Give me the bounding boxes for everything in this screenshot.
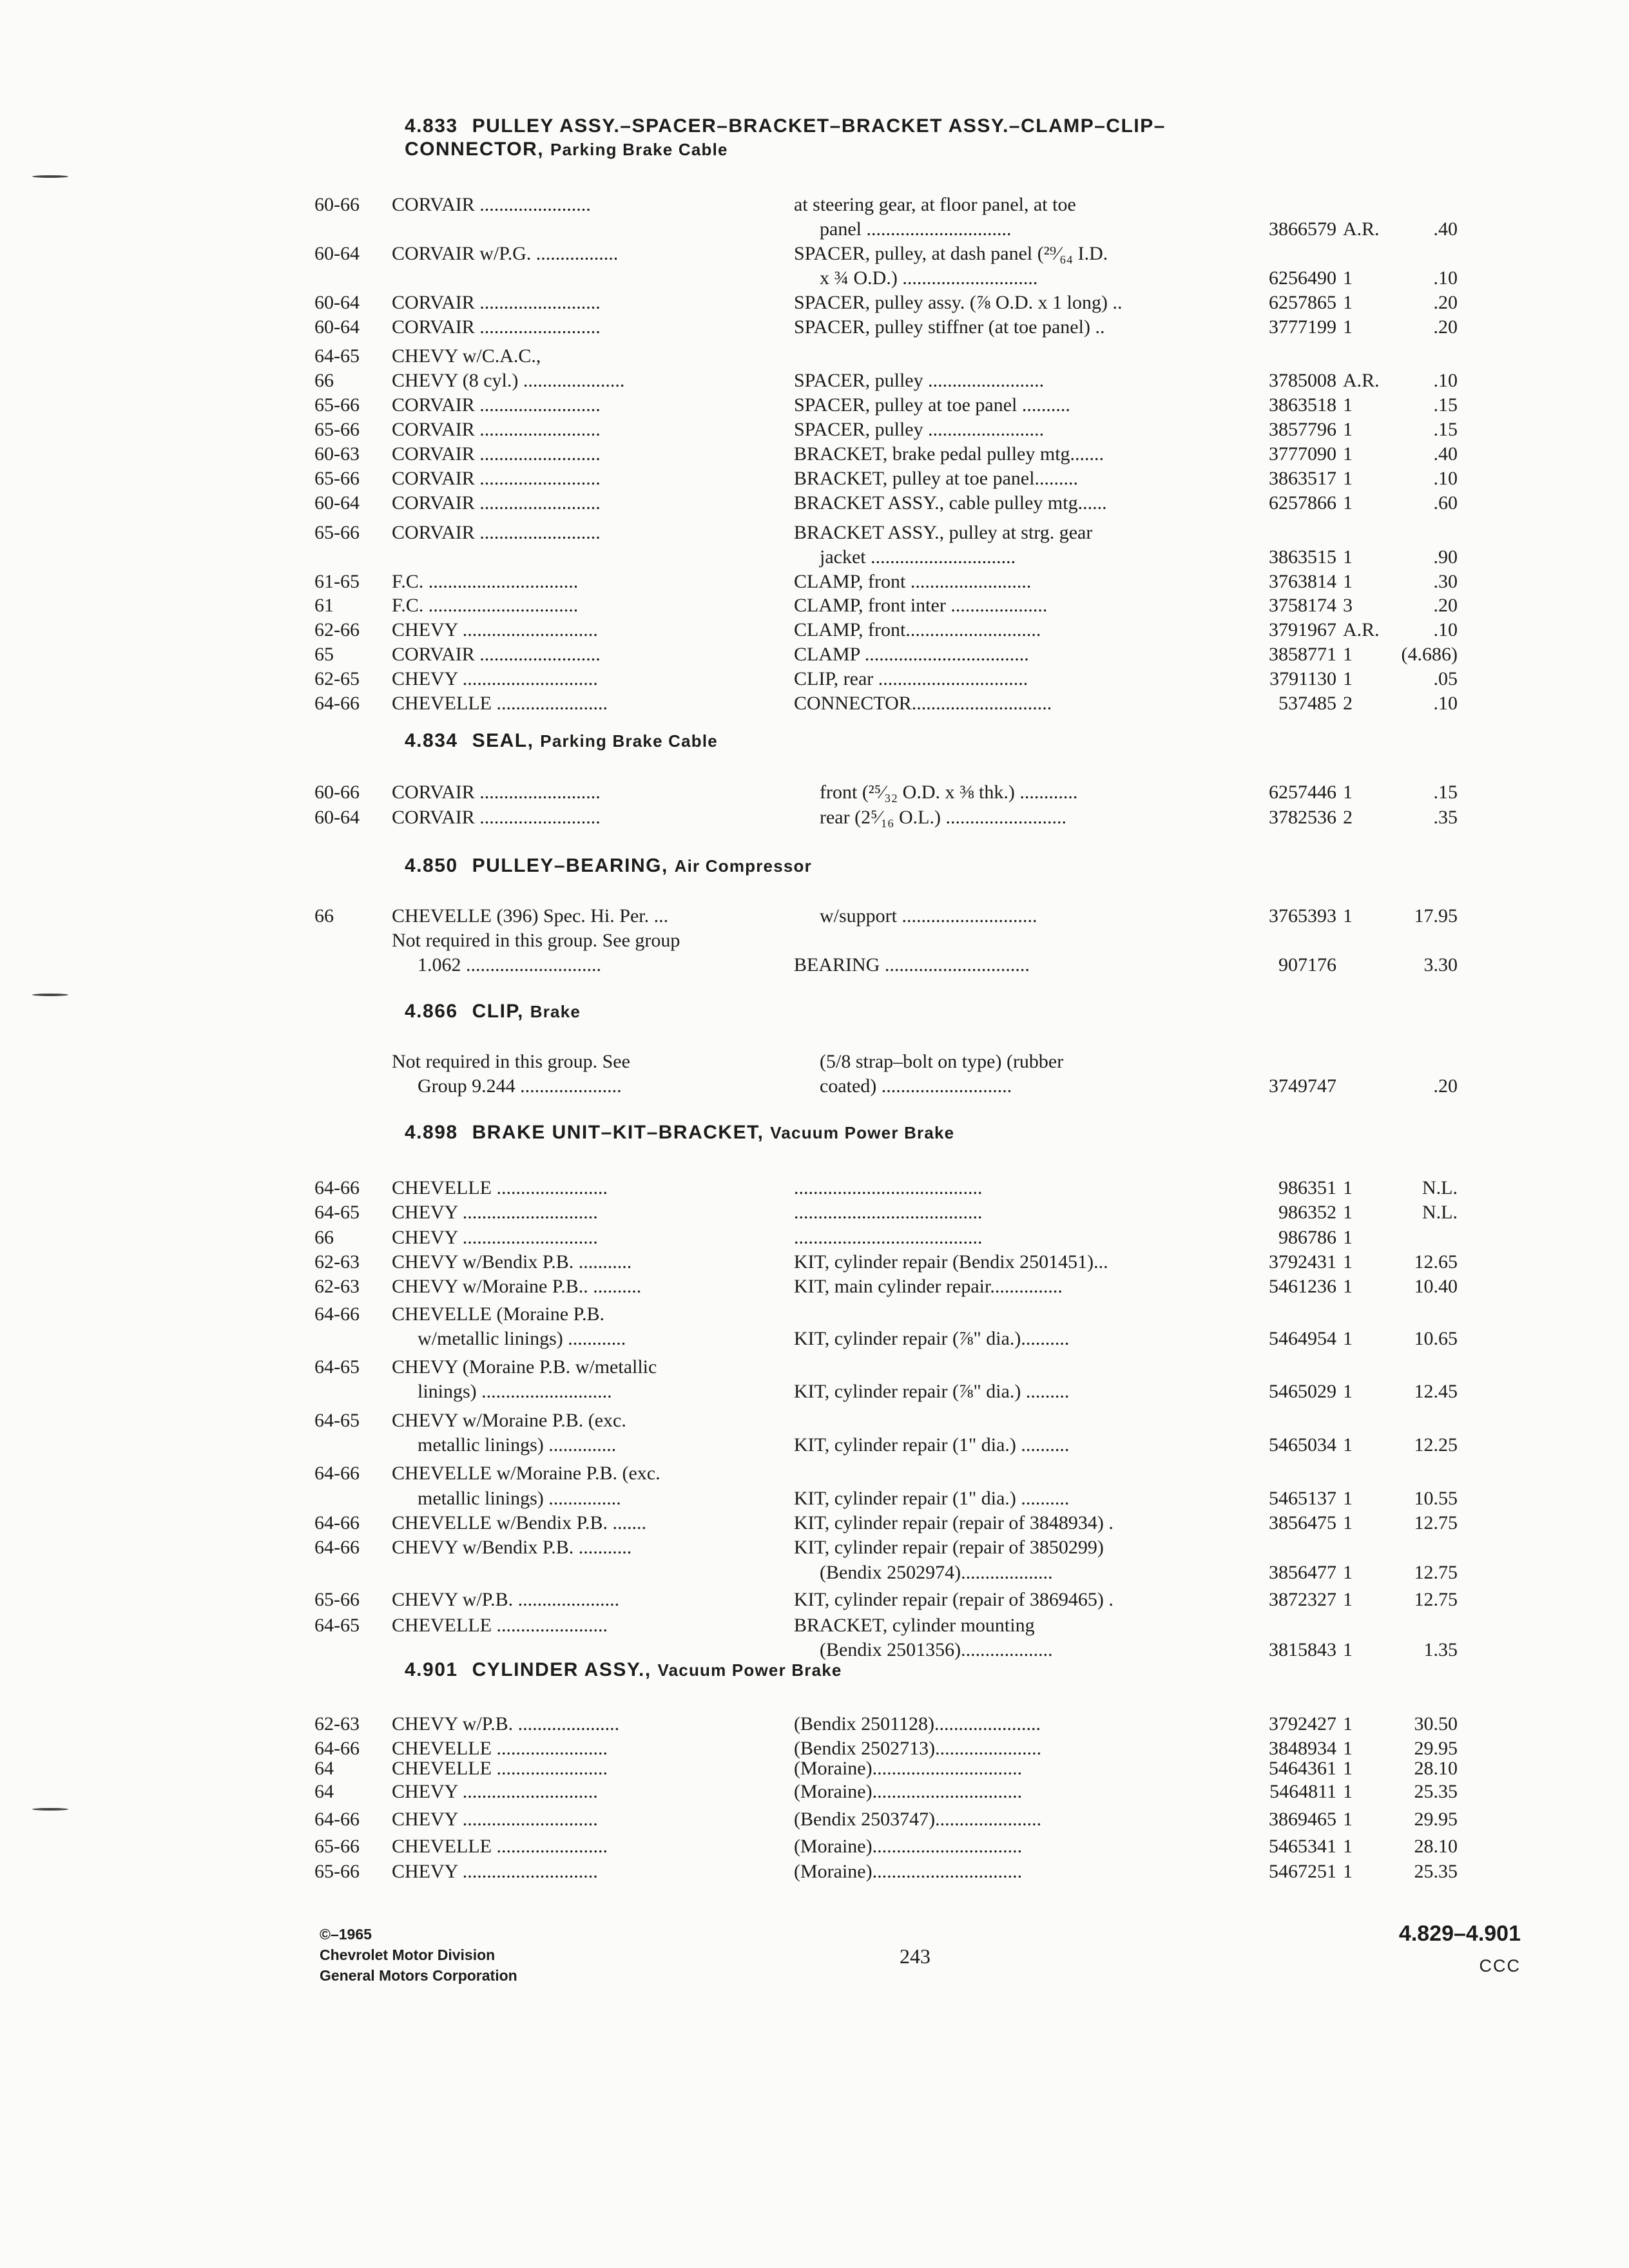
model-cell: CORVAIR ......................... — [392, 644, 601, 665]
description-cell: (Bendix 2502713)...................... — [794, 1738, 1042, 1759]
part-number: 5464811 — [1269, 1781, 1336, 1802]
description-cell: KIT, main cylinder repair............... — [794, 1276, 1063, 1297]
model-cell: linings) ........................... — [418, 1381, 612, 1402]
price: .20 — [1433, 595, 1458, 616]
price: .20 — [1433, 316, 1458, 338]
section-header — [405, 729, 1487, 753]
description-cell: SPACER, pulley, at dash panel (²⁹⁄₆₄ I.D. — [794, 243, 1108, 264]
part-number: 3863515 — [1269, 546, 1336, 568]
quantity: 1 — [1343, 1758, 1353, 1779]
description-cell: SPACER, pulley assy. (⅞ O.D. x 1 long) .. — [794, 292, 1123, 313]
part-number: 6256490 — [1269, 267, 1336, 289]
part-number: 986351 — [1278, 1177, 1336, 1198]
description-cell: ....................................... — [794, 1202, 983, 1223]
price: .20 — [1433, 1075, 1458, 1097]
description-cell: panel .............................. — [820, 218, 1012, 240]
description-cell: KIT, cylinder repair (repair of 3869465) . — [794, 1589, 1113, 1610]
model-cell: CORVAIR ....................... — [392, 194, 591, 215]
description-cell: (Bendix 2503747)...................... — [794, 1809, 1042, 1830]
year-range: 62-63 — [314, 1251, 360, 1273]
description-cell: CLAMP, front ......................... — [794, 571, 1032, 592]
model-cell: CHEVELLE ....................... — [392, 1177, 608, 1198]
model-cell: CHEVY w/Moraine P.B.. .......... — [392, 1276, 642, 1297]
description-cell: KIT, cylinder repair (1" dia.) .......... — [794, 1434, 1070, 1456]
quantity: 1 — [1343, 1781, 1353, 1802]
margin-mark — [32, 1808, 68, 1811]
model-cell: CORVAIR ......................... — [392, 443, 601, 465]
section-number: 4.898 — [405, 1122, 458, 1143]
price: 1.35 — [1423, 1639, 1458, 1660]
year-range: 64 — [314, 1781, 334, 1802]
model-cell: CORVAIR ......................... — [392, 492, 601, 514]
model-cell: CORVAIR ......................... — [392, 782, 601, 803]
section-number: 4.834 — [405, 730, 458, 751]
description-cell: at steering gear, at floor panel, at toe — [794, 194, 1076, 215]
part-number: 3857796 — [1269, 419, 1336, 440]
part-number: 3863518 — [1269, 394, 1336, 416]
description-cell: (Moraine)............................... — [794, 1781, 1023, 1802]
description-cell: CLAMP .................................. — [794, 644, 1029, 665]
margin-mark — [32, 175, 68, 178]
part-number: 986352 — [1278, 1202, 1336, 1223]
model-cell: CORVAIR ......................... — [392, 522, 601, 543]
year-range: 64-66 — [314, 1738, 360, 1759]
part-number: 5465341 — [1269, 1836, 1336, 1857]
quantity: 1 — [1343, 316, 1353, 338]
price: .20 — [1433, 292, 1458, 313]
section-subtitle: Parking Brake Cable — [550, 140, 728, 159]
section-number: 4.850 — [405, 855, 458, 876]
model-cell: CHEVELLE ....................... — [392, 1738, 608, 1759]
model-cell: CHEVY (8 cyl.) ..................... — [392, 370, 625, 391]
year-range: 65-66 — [314, 522, 360, 543]
section-title: SEAL, — [472, 730, 534, 751]
year-range: 61 — [314, 595, 334, 616]
year-range: 60-64 — [314, 292, 360, 313]
price: 28.10 — [1414, 1758, 1458, 1779]
division-name: Chevrolet Motor Division — [320, 1946, 496, 1963]
part-number: 3856477 — [1269, 1562, 1336, 1583]
price: 10.55 — [1414, 1488, 1458, 1509]
section-number: 4.901 — [405, 1659, 458, 1680]
section-subtitle: Vacuum Power Brake — [770, 1123, 955, 1142]
part-number: 6257446 — [1269, 782, 1336, 803]
price: .15 — [1433, 394, 1458, 416]
year-range: 66 — [314, 370, 334, 391]
quantity: 1 — [1343, 1512, 1353, 1533]
description-cell: CLAMP, front............................ — [794, 619, 1041, 640]
page-number: 243 — [900, 1945, 930, 1968]
model-cell: CHEVY ............................ — [392, 1861, 598, 1882]
price: 3.30 — [1423, 954, 1458, 975]
model-cell: CHEVELLE (Moraine P.B. — [392, 1303, 604, 1325]
year-range: 65-66 — [314, 394, 360, 416]
year-range: 64 — [314, 1758, 334, 1779]
year-range: 65 — [314, 644, 334, 665]
price: 12.75 — [1414, 1512, 1458, 1533]
section-subtitle: Brake — [530, 1002, 581, 1021]
year-range: 60-66 — [314, 194, 360, 215]
quantity: A.R. — [1343, 619, 1380, 640]
model-cell: F.C. ............................... — [392, 595, 579, 616]
year-range: 64-65 — [314, 1356, 360, 1378]
quantity: 1 — [1343, 1809, 1353, 1830]
price: .10 — [1433, 693, 1458, 714]
price: .30 — [1433, 571, 1458, 592]
quantity: 1 — [1343, 668, 1353, 689]
price: 10.65 — [1414, 1328, 1458, 1349]
quantity: 1 — [1343, 1713, 1353, 1735]
part-number: 3863517 — [1269, 468, 1336, 489]
model-cell: CHEVELLE (396) Spec. Hi. Per. ... — [392, 905, 669, 927]
year-range: 62-65 — [314, 668, 360, 689]
year-range: 66 — [314, 905, 334, 927]
quantity: A.R. — [1343, 370, 1380, 391]
model-cell: CORVAIR ......................... — [392, 468, 601, 489]
model-cell: CHEVY w/Bendix P.B. ........... — [392, 1251, 632, 1273]
description-cell: SPACER, pulley ........................ — [794, 370, 1045, 391]
price: 30.50 — [1414, 1713, 1458, 1735]
part-number: 3758174 — [1269, 595, 1336, 616]
description-cell: ....................................... — [794, 1227, 983, 1248]
quantity: 1 — [1343, 1434, 1353, 1456]
quantity: 1 — [1343, 1836, 1353, 1857]
description-cell: (Moraine)............................... — [794, 1861, 1023, 1882]
description-cell: jacket .............................. — [820, 546, 1016, 568]
publisher-block — [320, 1924, 655, 1986]
price: .40 — [1433, 443, 1458, 465]
model-cell: Group 9.244 ..................... — [418, 1075, 622, 1097]
price: 28.10 — [1414, 1836, 1458, 1857]
part-number: 3791130 — [1269, 668, 1336, 689]
quantity: 1 — [1343, 1562, 1353, 1583]
catalog-code: CCC — [1479, 1956, 1521, 1975]
price: .15 — [1433, 782, 1458, 803]
quantity: 1 — [1343, 468, 1353, 489]
price: 29.95 — [1414, 1738, 1458, 1759]
quantity: 1 — [1343, 267, 1353, 289]
quantity: 1 — [1343, 1861, 1353, 1882]
price: 25.35 — [1414, 1781, 1458, 1802]
description-cell: SPACER, pulley at toe panel .......... — [794, 394, 1070, 416]
year-range: 65-66 — [314, 1836, 360, 1857]
quantity: 1 — [1343, 782, 1353, 803]
price: .35 — [1433, 807, 1458, 828]
part-number: 3866579 — [1269, 218, 1336, 240]
price: .10 — [1433, 370, 1458, 391]
part-number: 3791967 — [1269, 619, 1336, 640]
model-cell: CORVAIR ......................... — [392, 394, 601, 416]
description-cell: ....................................... — [794, 1177, 983, 1198]
section-header — [405, 115, 1487, 161]
price: 12.75 — [1414, 1562, 1458, 1583]
price: 12.45 — [1414, 1381, 1458, 1402]
section-title: CLIP, — [472, 1001, 524, 1022]
section-subtitle: Vacuum Power Brake — [657, 1660, 842, 1680]
quantity: 1 — [1343, 1251, 1353, 1273]
section-subtitle: Air Compressor — [674, 856, 812, 876]
model-cell: CORVAIR ......................... — [392, 316, 601, 338]
quantity: 1 — [1343, 394, 1353, 416]
section-title: BRAKE UNIT–KIT–BRACKET, — [472, 1122, 764, 1143]
description-cell: KIT, cylinder repair (repair of 3850299) — [794, 1537, 1104, 1558]
year-range: 64-66 — [314, 693, 360, 714]
price: (4.686) — [1401, 644, 1458, 665]
part-number: 3848934 — [1269, 1738, 1336, 1759]
year-range: 62-63 — [314, 1713, 360, 1735]
part-number: 3785008 — [1269, 370, 1336, 391]
part-number: 3765393 — [1269, 905, 1336, 927]
description-cell: BRACKET, cylinder mounting — [794, 1615, 1035, 1636]
description-cell: (5/8 strap–bolt on type) (rubber — [820, 1051, 1064, 1072]
part-number: 5465029 — [1269, 1381, 1336, 1402]
year-range: 60-66 — [314, 782, 360, 803]
part-number: 6257865 — [1269, 292, 1336, 313]
quantity: 1 — [1343, 1488, 1353, 1509]
description-cell: KIT, cylinder repair (Bendix 2501451)... — [794, 1251, 1108, 1273]
quantity: 1 — [1343, 443, 1353, 465]
model-cell: CHEVY w/Bendix P.B. ........... — [392, 1537, 632, 1558]
year-range: 65-66 — [314, 1589, 360, 1610]
year-range: 64-65 — [314, 345, 360, 367]
model-cell: CHEVELLE ....................... — [392, 1758, 608, 1779]
price: .05 — [1433, 668, 1458, 689]
price: .10 — [1433, 468, 1458, 489]
part-number: 5467251 — [1269, 1861, 1336, 1882]
model-cell: CHEVELLE w/Bendix P.B. ....... — [392, 1512, 646, 1533]
price: 12.65 — [1414, 1251, 1458, 1273]
price: .10 — [1433, 267, 1458, 289]
description-cell: coated) ........................... — [820, 1075, 1012, 1097]
year-range: 64-66 — [314, 1463, 360, 1484]
year-range: 64-66 — [314, 1512, 360, 1533]
model-cell: CORVAIR ......................... — [392, 292, 601, 313]
quantity: A.R. — [1343, 218, 1380, 240]
model-cell: 1.062 ............................ — [418, 954, 601, 975]
model-cell: CHEVELLE w/Moraine P.B. (exc. — [392, 1463, 660, 1484]
year-range: 62-63 — [314, 1276, 360, 1297]
price: .60 — [1433, 492, 1458, 514]
price: 17.95 — [1414, 905, 1458, 927]
quantity: 1 — [1343, 644, 1353, 665]
section-title: PULLEY–BEARING, — [472, 855, 668, 876]
model-cell: F.C. ............................... — [392, 571, 579, 592]
model-cell: metallic linings) .............. — [418, 1434, 617, 1456]
description-cell: KIT, cylinder repair (1" dia.) .......... — [794, 1488, 1070, 1509]
quantity: 1 — [1343, 1177, 1353, 1198]
section-header — [405, 854, 1487, 878]
model-cell: CORVAIR w/P.G. ................. — [392, 243, 619, 264]
section-number: 4.866 — [405, 1001, 458, 1022]
year-range: 60-64 — [314, 807, 360, 828]
group-range: 4.829–4.901 — [1398, 1921, 1521, 1946]
part-number: 3763814 — [1269, 571, 1336, 592]
year-range: 64-65 — [314, 1615, 360, 1636]
year-range: 65-66 — [314, 1861, 360, 1882]
model-cell: CHEVELLE ....................... — [392, 693, 608, 714]
description-cell: x ¾ O.D.) ............................ — [820, 267, 1038, 289]
model-cell: CHEVY ............................ — [392, 668, 598, 689]
year-range: 64-66 — [314, 1177, 360, 1198]
section-title-continued: CONNECTOR, — [405, 139, 545, 160]
section-header — [405, 1121, 1487, 1144]
model-cell: CHEVY ............................ — [392, 1202, 598, 1223]
section-title: CYLINDER ASSY., — [472, 1659, 651, 1680]
part-number: 6257866 — [1269, 492, 1336, 514]
year-range: 64-66 — [314, 1537, 360, 1558]
part-number: 3777199 — [1269, 316, 1336, 338]
quantity: 1 — [1343, 419, 1353, 440]
model-cell: w/metallic linings) ............ — [418, 1328, 626, 1349]
description-cell: BRACKET, brake pedal pulley mtg....... — [794, 443, 1104, 465]
part-number: 3858771 — [1269, 644, 1336, 665]
price: N.L. — [1422, 1202, 1458, 1223]
model-cell: CHEVY w/C.A.C., — [392, 345, 541, 367]
part-number: 3792427 — [1269, 1713, 1336, 1735]
quantity: 1 — [1343, 1589, 1353, 1610]
corporation-name: General Motors Corporation — [320, 1967, 517, 1984]
part-number: 3777090 — [1269, 443, 1336, 465]
description-cell: SPACER, pulley ........................ — [794, 419, 1045, 440]
section-subtitle: Parking Brake Cable — [540, 731, 718, 751]
part-number: 5464954 — [1269, 1328, 1336, 1349]
model-cell: CHEVELLE ....................... — [392, 1836, 608, 1857]
description-cell: w/support ............................ — [820, 905, 1037, 927]
price: 12.25 — [1414, 1434, 1458, 1456]
part-number: 5464361 — [1269, 1758, 1336, 1779]
model-cell: CHEVY ............................ — [392, 1781, 598, 1802]
description-cell: (Bendix 2502974)................... — [820, 1562, 1053, 1583]
section-number: 4.833 — [405, 115, 458, 137]
quantity: 2 — [1343, 807, 1353, 828]
description-cell: (Bendix 2501128)...................... — [794, 1713, 1041, 1735]
year-range: 65-66 — [314, 468, 360, 489]
description-cell: KIT, cylinder repair (⅞" dia.) ......... — [794, 1381, 1070, 1402]
year-range: 64-66 — [314, 1809, 360, 1830]
price: 25.35 — [1414, 1861, 1458, 1882]
model-cell: CHEVY w/P.B. ..................... — [392, 1713, 620, 1735]
price: .15 — [1433, 419, 1458, 440]
year-range: 65-66 — [314, 419, 360, 440]
quantity: 1 — [1343, 571, 1353, 592]
section-header — [405, 1658, 1487, 1682]
part-number: 3869465 — [1269, 1809, 1336, 1830]
description-cell: front (²⁵⁄₃₂ O.D. x ⅜ thk.) ............ — [820, 782, 1078, 803]
part-number: 907176 — [1278, 954, 1336, 975]
quantity: 1 — [1343, 1381, 1353, 1402]
part-number: 3782536 — [1269, 807, 1336, 828]
model-cell: CHEVY ............................ — [392, 1809, 598, 1830]
quantity: 1 — [1343, 1276, 1353, 1297]
part-number: 537485 — [1278, 693, 1336, 714]
part-number: 3815843 — [1269, 1639, 1336, 1660]
price: N.L. — [1422, 1177, 1458, 1198]
description-cell: KIT, cylinder repair (⅞" dia.).......... — [794, 1328, 1070, 1349]
quantity: 1 — [1343, 1202, 1353, 1223]
description-cell: CLIP, rear ............................... — [794, 668, 1028, 689]
year-range: 64-65 — [314, 1410, 360, 1431]
quantity: 1 — [1343, 492, 1353, 514]
model-cell: CHEVY w/P.B. ..................... — [392, 1589, 620, 1610]
description-cell: BRACKET ASSY., cable pulley mtg...... — [794, 492, 1107, 514]
description-cell: CLAMP, front inter .................... — [794, 595, 1048, 616]
description-cell: BRACKET, pulley at toe panel......... — [794, 468, 1079, 489]
model-cell: CORVAIR ......................... — [392, 807, 601, 828]
section-header — [405, 1000, 1487, 1023]
quantity: 1 — [1343, 1227, 1353, 1248]
quantity: 1 — [1343, 905, 1353, 927]
quantity: 1 — [1343, 1328, 1353, 1349]
part-number: 986786 — [1278, 1227, 1336, 1248]
year-range: 62-66 — [314, 619, 360, 640]
description-cell: BEARING .............................. — [794, 954, 1030, 975]
model-cell: CHEVELLE ....................... — [392, 1615, 608, 1636]
year-range: 64-65 — [314, 1202, 360, 1223]
description-cell: (Moraine)............................... — [794, 1836, 1023, 1857]
model-cell: Not required in this group. See — [392, 1051, 630, 1072]
part-number: 5465034 — [1269, 1434, 1336, 1456]
part-number: 3872327 — [1269, 1589, 1336, 1610]
price: 29.95 — [1414, 1809, 1458, 1830]
part-number: 3749747 — [1269, 1075, 1336, 1097]
year-range: 60-64 — [314, 316, 360, 338]
section-title: PULLEY ASSY.–SPACER–BRACKET–BRACKET ASSY.–CLAMP–CLIP– — [472, 115, 1166, 137]
year-range: 60-63 — [314, 443, 360, 465]
year-range: 66 — [314, 1227, 334, 1248]
description-cell: CONNECTOR............................. — [794, 693, 1052, 714]
price: 10.40 — [1414, 1276, 1458, 1297]
model-cell: CHEVY ............................ — [392, 619, 598, 640]
year-range: 60-64 — [314, 492, 360, 514]
model-cell: CHEVY ............................ — [392, 1227, 598, 1248]
quantity: 1 — [1343, 1738, 1353, 1759]
description-cell: (Bendix 2501356)................... — [820, 1639, 1053, 1660]
price: .90 — [1433, 546, 1458, 568]
model-cell: metallic linings) ............... — [418, 1488, 621, 1509]
price: 12.75 — [1414, 1589, 1458, 1610]
quantity: 2 — [1343, 693, 1353, 714]
description-cell: (Moraine)............................... — [794, 1758, 1023, 1779]
price: .40 — [1433, 218, 1458, 240]
copyright: ©–1965 — [320, 1926, 372, 1943]
quantity: 1 — [1343, 292, 1353, 313]
part-number: 5465137 — [1269, 1488, 1336, 1509]
description-cell: BRACKET ASSY., pulley at strg. gear — [794, 522, 1093, 543]
part-number: 5461236 — [1269, 1276, 1336, 1297]
price: .10 — [1433, 619, 1458, 640]
quantity: 1 — [1343, 1639, 1353, 1660]
year-range: 61-65 — [314, 571, 360, 592]
description-cell: KIT, cylinder repair (repair of 3848934) . — [794, 1512, 1113, 1533]
margin-mark — [32, 994, 68, 996]
year-range: 64-66 — [314, 1303, 360, 1325]
quantity: 3 — [1343, 595, 1353, 616]
model-cell: CORVAIR ......................... — [392, 419, 601, 440]
part-number: 3856475 — [1269, 1512, 1336, 1533]
year-range: 60-64 — [314, 243, 360, 264]
quantity: 1 — [1343, 546, 1353, 568]
model-cell: CHEVY w/Moraine P.B. (exc. — [392, 1410, 626, 1431]
model-cell: CHEVY (Moraine P.B. w/metallic — [392, 1356, 657, 1378]
model-cell: Not required in this group. See group — [392, 930, 680, 951]
description-cell: SPACER, pulley stiffner (at toe panel) .. — [794, 316, 1105, 338]
part-number: 3792431 — [1269, 1251, 1336, 1273]
description-cell: rear (2⁵⁄₁₆ O.L.) ......................... — [820, 807, 1066, 828]
